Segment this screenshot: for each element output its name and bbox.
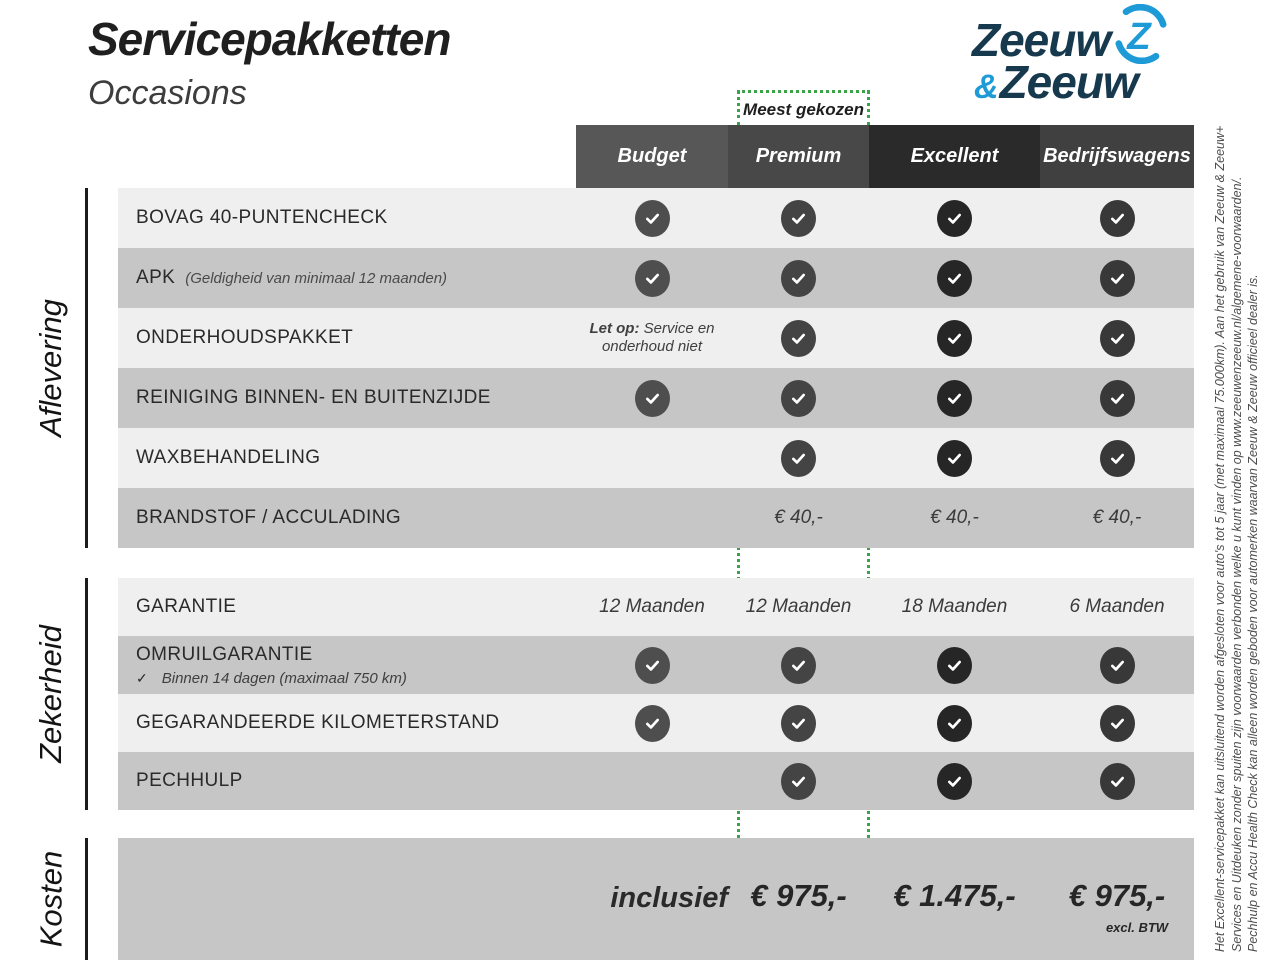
check-icon bbox=[781, 705, 816, 742]
cell-bedrijfswagens bbox=[1040, 636, 1194, 694]
section-label-text: Aflevering bbox=[33, 299, 69, 437]
kosten-premium-price: € 975,- bbox=[750, 878, 847, 913]
logo-text-zeeuw: Zeeuw bbox=[972, 13, 1111, 66]
check-icon bbox=[1100, 380, 1135, 417]
cell-budget bbox=[576, 368, 728, 428]
cell-premium bbox=[728, 368, 869, 428]
page-title: Servicepakketten bbox=[88, 13, 451, 65]
row-label bbox=[136, 578, 236, 636]
row-label-text: OMRUILGARANTIE bbox=[136, 643, 313, 665]
cell-note-line2: onderhoud niet bbox=[601, 338, 703, 355]
cell-excellent bbox=[869, 188, 1040, 248]
check-icon bbox=[937, 440, 972, 477]
table-row bbox=[118, 188, 1194, 248]
section-label-kosten bbox=[22, 838, 80, 960]
check-icon bbox=[937, 380, 972, 417]
cell-premium bbox=[728, 248, 869, 308]
row-label bbox=[136, 428, 320, 488]
cell-premium bbox=[728, 752, 869, 810]
cell-bedrijfswagens bbox=[1040, 488, 1194, 548]
cell-note-line bbox=[589, 320, 714, 337]
cell-premium bbox=[728, 428, 869, 488]
row-label bbox=[136, 188, 388, 248]
cell-value: 18 Maanden bbox=[901, 596, 1008, 617]
page-subtitle: Occasions bbox=[88, 74, 247, 112]
cell-budget bbox=[576, 578, 728, 636]
cell-excellent bbox=[869, 308, 1040, 368]
table-row bbox=[118, 694, 1194, 752]
section-label-text: Zekerheid bbox=[33, 625, 69, 763]
cell-excellent bbox=[869, 752, 1040, 810]
cell-budget bbox=[576, 636, 728, 694]
check-icon bbox=[937, 647, 972, 684]
cell-excellent bbox=[869, 368, 1040, 428]
cell-value: € 40,- bbox=[1092, 507, 1142, 528]
check-icon bbox=[635, 705, 670, 742]
row-label-text: WAXBEHANDELING bbox=[136, 447, 321, 468]
cell-premium bbox=[728, 694, 869, 752]
cell-excellent bbox=[869, 248, 1040, 308]
cell-bedrijfswagens bbox=[1040, 578, 1194, 636]
disclaimer-line: Services en Uitdeuken zonder spuiten zijn voorwaarden verbonden welke u kunt vinden op www.zeeuwenzeeuw.nl/algemene-voorwaarden/. bbox=[1229, 176, 1244, 952]
disclaimer-line: Pechhulp en Accu Health Check kan alleen worden geboden voor automerken waarvan Zeeuw & Zeeuw officieel dealer is. bbox=[1246, 274, 1260, 952]
cell-note-text: Service en bbox=[643, 320, 715, 337]
cell-excellent bbox=[869, 694, 1040, 752]
row-label-line bbox=[136, 507, 401, 529]
cell-budget bbox=[576, 248, 728, 308]
row-label-line bbox=[136, 387, 491, 409]
cell-excellent bbox=[869, 428, 1040, 488]
check-icon bbox=[781, 440, 816, 477]
small-check-icon: ✓ bbox=[136, 669, 148, 686]
kosten-block bbox=[118, 838, 1194, 960]
check-icon bbox=[937, 705, 972, 742]
cell-budget bbox=[576, 752, 728, 810]
column-header-premium: Premium bbox=[728, 125, 869, 188]
check-icon bbox=[781, 200, 816, 237]
row-label-text: GEGARANDEERDE KILOMETERSTAND bbox=[136, 712, 500, 733]
check-icon bbox=[1100, 200, 1135, 237]
check-icon bbox=[635, 380, 670, 417]
row-label-line bbox=[136, 770, 243, 792]
check-icon bbox=[1100, 260, 1135, 297]
check-icon bbox=[937, 260, 972, 297]
section-label-text: Kosten bbox=[33, 850, 69, 948]
check-icon bbox=[635, 260, 670, 297]
check-icon bbox=[937, 200, 972, 237]
row-label-line bbox=[136, 447, 320, 469]
check-icon bbox=[1100, 705, 1135, 742]
cell-bedrijfswagens bbox=[1040, 428, 1194, 488]
kosten-excellent-price: € 1.475,- bbox=[893, 878, 1016, 913]
table-row bbox=[118, 368, 1194, 428]
logo-ampersand: & bbox=[974, 68, 999, 106]
row-label-text: APK bbox=[136, 267, 176, 288]
section-label-aflevering bbox=[22, 188, 80, 548]
check-icon bbox=[781, 320, 816, 357]
row-label bbox=[136, 248, 447, 308]
section-divider-line bbox=[85, 578, 88, 810]
row-label-text: BRANDSTOF / ACCULADING bbox=[136, 507, 401, 528]
kosten-price-note: excl. BTW bbox=[1105, 920, 1169, 935]
cell-premium bbox=[728, 636, 869, 694]
table-row bbox=[118, 308, 1194, 368]
cell-premium bbox=[728, 188, 869, 248]
row-label-line bbox=[136, 596, 236, 618]
cell-premium bbox=[728, 488, 869, 548]
row-label bbox=[136, 694, 499, 752]
row-label-line bbox=[136, 712, 499, 734]
column-headers bbox=[118, 125, 1194, 188]
row-label-text: PECHHULP bbox=[136, 770, 243, 791]
cell-value: € 40,- bbox=[930, 507, 979, 528]
row-label bbox=[136, 308, 353, 368]
check-icon bbox=[781, 647, 816, 684]
disclaimer-line: Het Excellent-servicepakket kan uitsluitend worden afgesloten voor auto's tot 5 jaar (met maximaal 75.000km). Aan het gebruik van Zeeuw & Zeeuw+ bbox=[1213, 125, 1227, 952]
check-icon bbox=[635, 200, 670, 237]
logo-text-zeeuw-2: Zeeuw bbox=[999, 56, 1138, 108]
table-row bbox=[118, 488, 1194, 548]
zeeuw-en-zeeuw-logo bbox=[972, 10, 1202, 109]
table-row bbox=[118, 578, 1194, 636]
column-header-excellent: Excellent bbox=[869, 125, 1040, 188]
row-label-line bbox=[136, 267, 447, 289]
cell-budget bbox=[576, 488, 728, 548]
check-icon bbox=[781, 260, 816, 297]
row-subtext bbox=[136, 670, 407, 687]
check-icon bbox=[1100, 440, 1135, 477]
table-row bbox=[118, 248, 1194, 308]
check-icon bbox=[1100, 763, 1135, 800]
check-icon bbox=[1100, 647, 1135, 684]
check-icon bbox=[937, 763, 972, 800]
cell-budget bbox=[576, 428, 728, 488]
row-label-text: BOVAG 40-PUNTENCHECK bbox=[136, 207, 388, 228]
cell-premium bbox=[728, 578, 869, 636]
cell-excellent bbox=[869, 488, 1040, 548]
cell-premium bbox=[728, 308, 869, 368]
meest-gekozen-badge: Meest gekozen bbox=[737, 90, 870, 126]
svg-text:Z: Z bbox=[1127, 14, 1151, 58]
cell-bedrijfswagens bbox=[1040, 368, 1194, 428]
cell-value: 12 Maanden bbox=[745, 596, 852, 617]
cell-bedrijfswagens bbox=[1040, 188, 1194, 248]
row-label bbox=[136, 368, 491, 428]
section-aflevering bbox=[118, 188, 1194, 548]
row-label bbox=[136, 636, 407, 694]
legal-disclaimer bbox=[1212, 100, 1262, 952]
check-icon bbox=[937, 320, 972, 357]
section-label-zekerheid bbox=[22, 578, 80, 810]
cell-budget bbox=[576, 188, 728, 248]
cell-budget bbox=[576, 694, 728, 752]
column-header-bedrijfswagens: Bedrijfswagens bbox=[1040, 125, 1194, 188]
table-row bbox=[118, 428, 1194, 488]
row-label-line bbox=[136, 644, 407, 666]
row-label-text: ONDERHOUDSPAKKET bbox=[136, 327, 354, 348]
cell-bedrijfswagens bbox=[1040, 694, 1194, 752]
cell-bedrijfswagens bbox=[1040, 308, 1194, 368]
row-label bbox=[136, 752, 243, 810]
row-label-text: GARANTIE bbox=[136, 596, 237, 617]
check-icon bbox=[1100, 320, 1135, 357]
kosten-bedrijfswagens-price: € 975,- bbox=[1068, 878, 1166, 913]
row-subtext-text: Binnen 14 dagen (maximaal 750 km) bbox=[161, 669, 407, 687]
cell-excellent bbox=[869, 636, 1040, 694]
row-label-line bbox=[136, 207, 388, 229]
cell-excellent bbox=[869, 578, 1040, 636]
row-label-text: REINIGING BINNEN- EN BUITENZIJDE bbox=[136, 387, 491, 408]
section-divider-line bbox=[85, 188, 88, 548]
cell-value: € 40,- bbox=[774, 507, 823, 528]
cell-value: 6 Maanden bbox=[1069, 596, 1165, 617]
table-row bbox=[118, 636, 1194, 694]
cell-bedrijfswagens bbox=[1040, 752, 1194, 810]
kosten-budget-value: inclusief bbox=[610, 882, 728, 914]
cell-bedrijfswagens bbox=[1040, 248, 1194, 308]
check-icon bbox=[781, 380, 816, 417]
column-header-budget: Budget bbox=[576, 125, 728, 188]
check-icon bbox=[635, 647, 670, 684]
check-icon bbox=[781, 763, 816, 800]
cell-value: 12 Maanden bbox=[599, 596, 705, 617]
cell-note bbox=[589, 320, 714, 356]
row-label bbox=[136, 488, 401, 548]
row-label-note: (Geldigheid van minimaal 12 maanden) bbox=[185, 270, 448, 287]
row-label-line bbox=[136, 327, 353, 349]
section-zekerheid bbox=[118, 578, 1194, 810]
table-row bbox=[118, 752, 1194, 810]
section-divider-line bbox=[85, 838, 88, 960]
cell-note-bold: Let op: bbox=[589, 320, 640, 337]
cell-budget bbox=[576, 308, 728, 368]
